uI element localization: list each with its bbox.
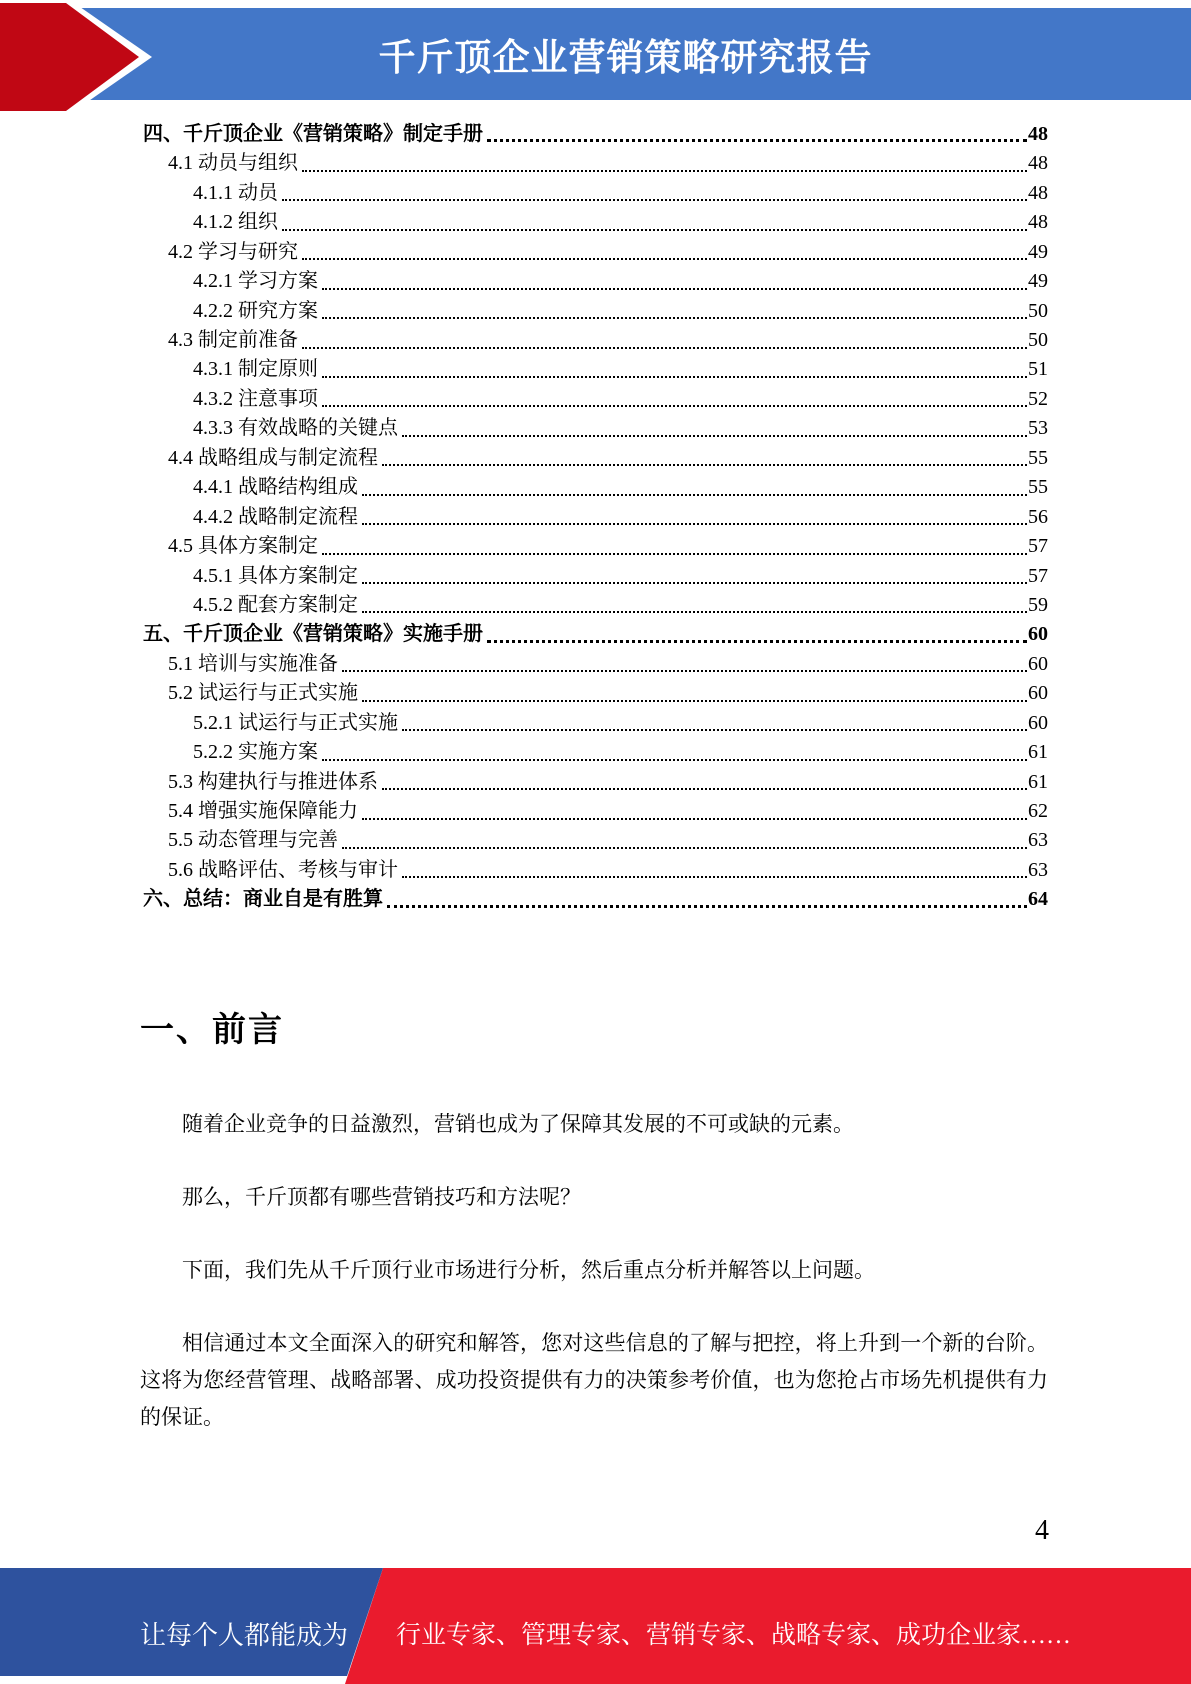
- dot-leader: [487, 640, 1027, 643]
- toc-entry-label: 4.1.1 动员: [193, 181, 278, 204]
- section-heading: 一、前言: [140, 1011, 284, 1049]
- dot-leader: [487, 139, 1027, 142]
- toc-entry[interactable]: [143, 827, 1048, 856]
- toc-entry-page: 60: [1028, 711, 1048, 734]
- toc-entry[interactable]: [143, 326, 1048, 355]
- dot-leader: [362, 494, 1027, 496]
- toc-entry-page: 52: [1028, 387, 1048, 410]
- toc-entry[interactable]: [143, 179, 1048, 208]
- toc-entry-page: 60: [1028, 682, 1048, 705]
- dot-leader: [382, 788, 1027, 790]
- toc-entry-label: 5.2.1 试运行与正式实施: [193, 711, 398, 734]
- dot-leader: [302, 258, 1027, 260]
- toc-entry-label: 4.5.1 具体方案制定: [193, 564, 358, 587]
- toc-entry-label: 五、千斤顶企业《营销策略》实施手册: [143, 623, 483, 646]
- dot-leader: [302, 347, 1027, 349]
- toc-entry-page: 55: [1028, 476, 1048, 499]
- toc-entry-label: 5.1 培训与实施准备: [168, 652, 338, 675]
- toc-entry-page: 62: [1028, 800, 1048, 823]
- toc-entry-label: 4.3 制定前准备: [168, 329, 298, 352]
- toc-entry-page: 48: [1028, 152, 1048, 175]
- dot-leader: [282, 199, 1027, 201]
- toc-entry[interactable]: [143, 532, 1048, 561]
- toc-entry[interactable]: [143, 797, 1048, 826]
- toc-entry[interactable]: [143, 385, 1048, 414]
- toc-entry-page: 63: [1028, 858, 1048, 881]
- dot-leader: [387, 905, 1027, 908]
- table-of-contents: [143, 120, 1048, 915]
- dot-leader: [382, 464, 1027, 466]
- dot-leader: [342, 670, 1027, 672]
- dot-leader: [322, 405, 1027, 407]
- dot-leader: [322, 288, 1027, 290]
- toc-entry-page: 64: [1028, 888, 1048, 911]
- toc-entry-label: 四、千斤顶企业《营销策略》制定手册: [143, 122, 483, 145]
- dot-leader: [322, 759, 1027, 761]
- dot-leader: [362, 611, 1027, 613]
- toc-entry-page: 51: [1028, 358, 1048, 381]
- toc-entry-label: 4.1 动员与组织: [168, 152, 298, 175]
- toc-entry-label: 5.2.2 实施方案: [193, 741, 318, 764]
- toc-entry[interactable]: [143, 414, 1048, 443]
- toc-entry-page: 60: [1028, 652, 1048, 675]
- toc-entry-label: 5.5 动态管理与完善: [168, 829, 338, 852]
- toc-entry-page: 49: [1028, 240, 1048, 263]
- dot-leader: [362, 818, 1027, 820]
- dot-leader: [302, 170, 1027, 172]
- toc-entry-page: 63: [1028, 829, 1048, 852]
- toc-entry[interactable]: [143, 267, 1048, 296]
- toc-entry-label: 4.5 具体方案制定: [168, 535, 318, 558]
- toc-entry[interactable]: [143, 297, 1048, 326]
- toc-entry-label: 4.3.2 注意事项: [193, 387, 318, 410]
- toc-entry[interactable]: [143, 709, 1048, 738]
- dot-leader: [362, 523, 1027, 525]
- paragraph: 随着企业竞争的日益激烈，营销也成为了保障其发展的不可或缺的元素。: [182, 1112, 854, 1136]
- page-title: 千斤顶企业营销策略研究报告: [378, 37, 873, 78]
- toc-entry-label: 5.4 增强实施保障能力: [168, 800, 358, 823]
- toc-entry-page: 61: [1028, 770, 1048, 793]
- toc-entry-label: 4.5.2 配套方案制定: [193, 593, 358, 616]
- dot-leader: [362, 700, 1027, 702]
- toc-entry[interactable]: [143, 620, 1048, 649]
- toc-entry-label: 4.2.1 学习方案: [193, 270, 318, 293]
- toc-entry-page: 55: [1028, 446, 1048, 469]
- dot-leader: [342, 847, 1027, 849]
- paragraph: 那么，千斤顶都有哪些营销技巧和方法呢？: [182, 1185, 581, 1209]
- toc-entry-label: 5.6 战略评估、考核与审计: [168, 858, 398, 881]
- toc-entry-page: 50: [1028, 329, 1048, 352]
- toc-entry-page: 48: [1028, 211, 1048, 234]
- toc-entry-label: 六、总结：商业自是有胜算: [143, 888, 383, 911]
- body-text: [140, 1106, 1048, 1472]
- toc-entry-label: 4.2.2 研究方案: [193, 299, 318, 322]
- toc-entry[interactable]: [143, 238, 1048, 267]
- footer-slogan-right: 行业专家、管理专家、营销专家、战略专家、成功企业家……: [396, 1622, 1072, 1649]
- toc-entry-label: 5.2 试运行与正式实施: [168, 682, 358, 705]
- dot-leader: [282, 229, 1027, 231]
- dot-leader: [322, 317, 1027, 319]
- paragraph: 相信通过本文全面深入的研究和解答，您对这些信息的了解与把控，将上升到一个新的台阶。这将为您经营管理、战略部署、成功投资提供有力的决策参考价值，也为您抢占市场先机提供有力的保证。: [140, 1331, 1048, 1429]
- toc-entry-page: 49: [1028, 270, 1048, 293]
- footer-slogan-left: 让每个人都能成为: [140, 1621, 349, 1650]
- dot-leader: [322, 376, 1027, 378]
- toc-entry-label: 4.4.2 战略制定流程: [193, 505, 358, 528]
- toc-entry-label: 4.3.1 制定原则: [193, 358, 318, 381]
- toc-entry[interactable]: [143, 473, 1048, 502]
- toc-entry[interactable]: [143, 650, 1048, 679]
- paragraph: 下面，我们先从千斤顶行业市场进行分析，然后重点分析并解答以上问题。: [182, 1258, 875, 1282]
- toc-entry[interactable]: [143, 149, 1048, 178]
- dot-leader: [362, 582, 1027, 584]
- toc-entry[interactable]: [143, 679, 1048, 708]
- toc-entry-page: 53: [1028, 417, 1048, 440]
- toc-entry[interactable]: [143, 768, 1048, 797]
- toc-entry-page: 61: [1028, 741, 1048, 764]
- toc-entry-page: 59: [1028, 593, 1048, 616]
- toc-entry-page: 57: [1028, 535, 1048, 558]
- toc-entry-label: 4.4.1 战略结构组成: [193, 476, 358, 499]
- toc-entry-page: 57: [1028, 564, 1048, 587]
- toc-entry[interactable]: [143, 356, 1048, 385]
- toc-entry[interactable]: [143, 208, 1048, 237]
- toc-entry-label: 4.3.3 有效战略的关键点: [193, 417, 398, 440]
- toc-entry-page: 50: [1028, 299, 1048, 322]
- toc-entry[interactable]: [143, 562, 1048, 591]
- toc-entry-page: 48: [1028, 181, 1048, 204]
- toc-entry[interactable]: [143, 444, 1048, 473]
- page-footer: [0, 1568, 1191, 1684]
- dot-leader: [402, 876, 1027, 878]
- toc-entry[interactable]: [143, 885, 1048, 914]
- toc-entry[interactable]: [143, 738, 1048, 767]
- toc-entry-page: 56: [1028, 505, 1048, 528]
- toc-entry-label: 5.3 构建执行与推进体系: [168, 770, 378, 793]
- toc-entry-page: 48: [1028, 122, 1048, 145]
- dot-leader: [322, 553, 1027, 555]
- toc-entry-label: 4.1.2 组织: [193, 211, 278, 234]
- page-number: 4: [1035, 1515, 1049, 1546]
- toc-entry[interactable]: [143, 120, 1048, 149]
- chevron-arrow-icon: [0, 0, 160, 114]
- toc-entry[interactable]: [143, 591, 1048, 620]
- dot-leader: [402, 729, 1027, 731]
- toc-entry-page: 60: [1028, 623, 1048, 646]
- toc-entry-label: 4.4 战略组成与制定流程: [168, 446, 378, 469]
- toc-entry[interactable]: [143, 856, 1048, 885]
- dot-leader: [402, 435, 1027, 437]
- toc-entry-label: 4.2 学习与研究: [168, 240, 298, 263]
- header-banner: [0, 8, 1191, 100]
- toc-entry[interactable]: [143, 503, 1048, 532]
